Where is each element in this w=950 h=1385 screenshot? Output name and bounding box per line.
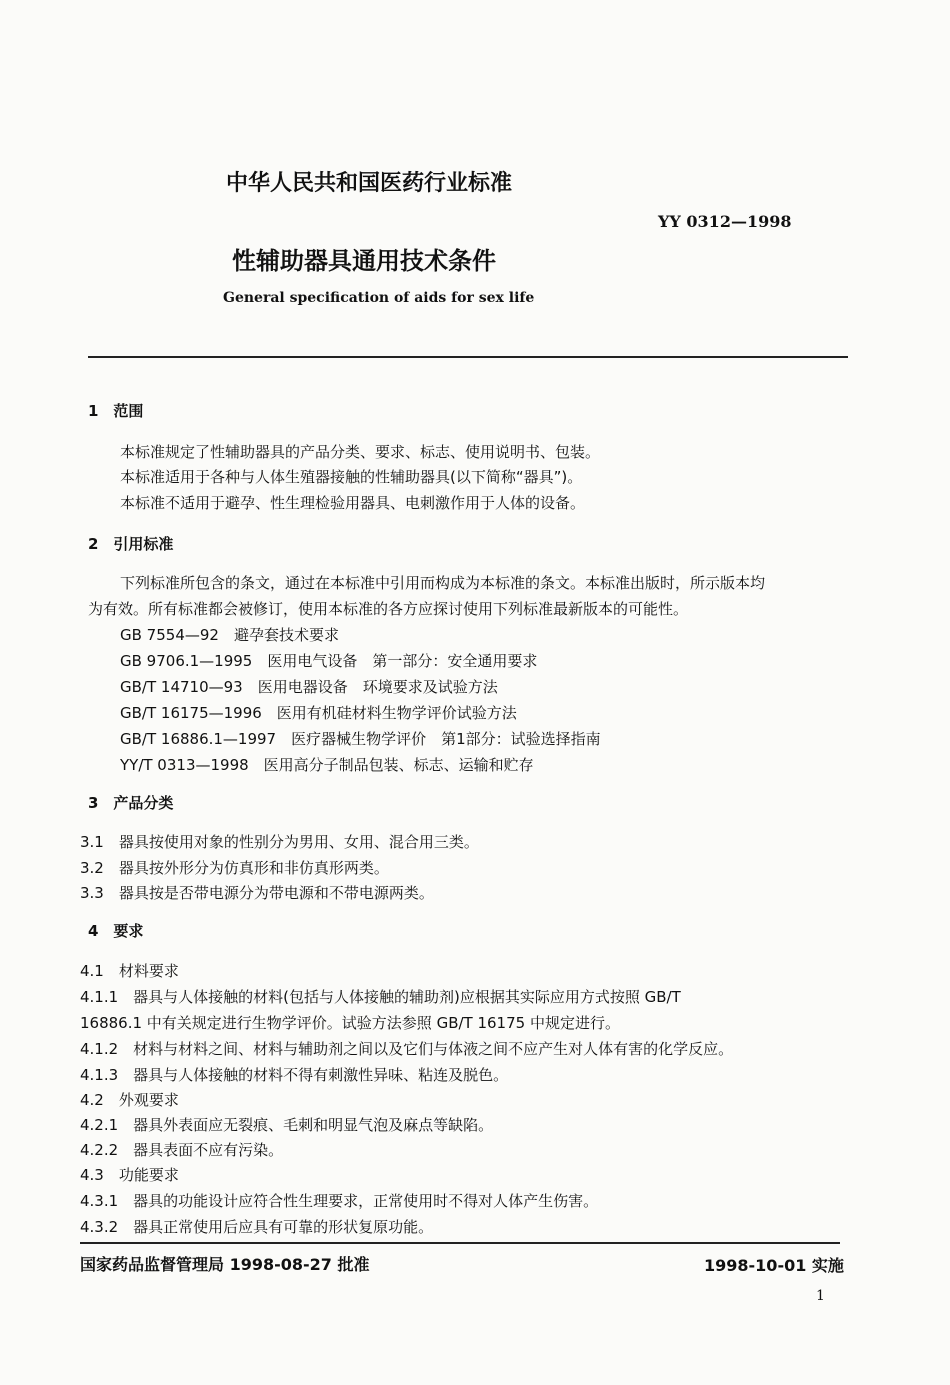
clause-4-2-1: 4.2.1 器具外表面应无裂痕、毛刺和明显气泡及麻点等缺陷。 [80, 1116, 494, 1134]
section-1-p2: 本标准适用于各种与人体生殖器接触的性辅助器具(以下简称“器具”)。 [120, 468, 583, 486]
classification-item: 3.2 器具按外形分为仿真形和非仿真形两类。 [80, 859, 389, 877]
page-number: 1 [816, 1288, 825, 1304]
standard-code: YY 0312—1998 [658, 212, 792, 231]
clause-4-3: 4.3 功能要求 [80, 1166, 179, 1184]
clause-4-1-1-line1: 4.1.1 器具与人体接触的材料(包括与人体接触的辅助剂)应根据其实际应用方式按照 GB/T [80, 988, 681, 1006]
reference-item: GB 7554—92 避孕套技术要求 [120, 626, 339, 644]
section-2-intro-line2: 为有效。所有标准都会被修订，使用本标准的各方应探讨使用下列标准最新版本的可能性。 [88, 600, 689, 618]
header-divider [88, 356, 848, 358]
reference-item: GB 9706.1—1995 医用电气设备 第一部分：安全通用要求 [120, 652, 538, 670]
footer-divider [80, 1242, 840, 1244]
document-title-en: General specification of aids for sex life [223, 290, 535, 306]
section-1-heading: 1 范围 [88, 402, 144, 420]
clause-4-1-2: 4.1.2 材料与材料之间、材料与辅助剂之间以及它们与体液之间不应产生对人体有害的化学反应。 [80, 1040, 734, 1058]
clause-4-1-3: 4.1.3 器具与人体接触的材料不得有刺激性异味、粘连及脱色。 [80, 1066, 509, 1084]
section-1-p1: 本标准规定了性辅助器具的产品分类、要求、标志、使用说明书、包装。 [120, 443, 601, 461]
reference-item: GB/T 16175—1996 医用有机硅材料生物学评价试验方法 [120, 704, 517, 722]
classification-item: 3.1 器具按使用对象的性别分为男用、女用、混合用三类。 [80, 833, 479, 851]
section-2-intro-line1: 下列标准所包含的条文，通过在本标准中引用而构成为本标准的条文。本标准出版时，所示版本均 [120, 574, 766, 592]
clause-4-2-2: 4.2.2 器具表面不应有污染。 [80, 1141, 284, 1159]
clause-4-1-1-line2: 16886.1 中有关规定进行生物学评价。试验方法参照 GB/T 16175 中规定进行。 [80, 1014, 620, 1032]
reference-item: GB/T 16886.1—1997 医疗器械生物学评价 第1部分：试验选择指南 [120, 730, 601, 748]
document-title: 性辅助器具通用技术条件 [232, 247, 496, 275]
reference-item: YY/T 0313—1998 医用高分子制品包装、标志、运输和贮存 [120, 756, 534, 774]
approval-line: 国家药品监督管理局 1998-08-27 批准 [80, 1255, 370, 1274]
section-2-heading: 2 引用标准 [88, 535, 174, 553]
section-1-p3: 本标准不适用于避孕、性生理检验用器具、电刺激作用于人体的设备。 [120, 494, 586, 512]
org-title: 中华人民共和国医药行业标准 [226, 171, 513, 196]
clause-4-3-2: 4.3.2 器具正常使用后应具有可靠的形状复原功能。 [80, 1218, 434, 1236]
reference-item: GB/T 14710—93 医用电器设备 环境要求及试验方法 [120, 678, 498, 696]
section-3-heading: 3 产品分类 [88, 794, 174, 812]
clause-4-2: 4.2 外观要求 [80, 1091, 179, 1109]
classification-item: 3.3 器具按是否带电源分为带电源和不带电源两类。 [80, 884, 434, 902]
clause-4-3-1: 4.3.1 器具的功能设计应符合性生理要求，正常使用时不得对人体产生伤害。 [80, 1192, 599, 1210]
section-4-heading: 4 要求 [88, 922, 144, 940]
clause-4-1: 4.1 材料要求 [80, 962, 179, 980]
effective-date: 1998-10-01 实施 [704, 1256, 844, 1275]
